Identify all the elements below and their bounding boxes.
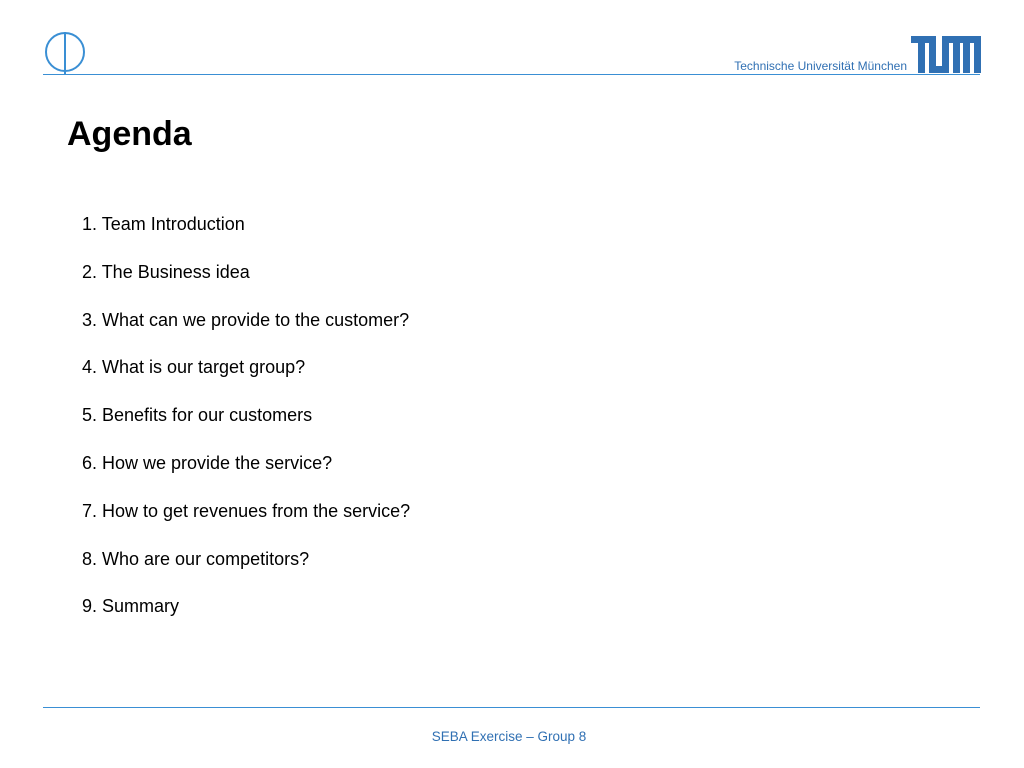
footer-text: SEBA Exercise – Group 8 [431,729,587,744]
university-name: Technische Universität München [734,59,907,73]
agenda-item: 6. How we provide the service? [82,452,333,473]
header-divider [43,74,980,75]
agenda-item: 9. Summary [82,596,180,617]
tum-logo-icon [911,36,981,73]
department-logo [43,30,87,74]
agenda-item: 8. Who are our competitors? [82,548,310,569]
agenda-item: 7. How to get revenues from the service? [82,500,411,521]
agenda-item: 4. What is our target group? [82,357,306,378]
footer-divider [43,707,980,708]
agenda-item: 1. Team Introduction [82,214,245,234]
slide-title: Agenda [67,115,192,153]
agenda-item: 3. What can we provide to the customer? [82,309,410,330]
agenda-item: 2. The Business idea [82,261,250,282]
agenda-list [82,212,410,642]
tum-logo [911,36,981,73]
agenda-item: 5. Benefits for our customers [82,405,313,426]
department-emblem-icon [43,30,87,74]
